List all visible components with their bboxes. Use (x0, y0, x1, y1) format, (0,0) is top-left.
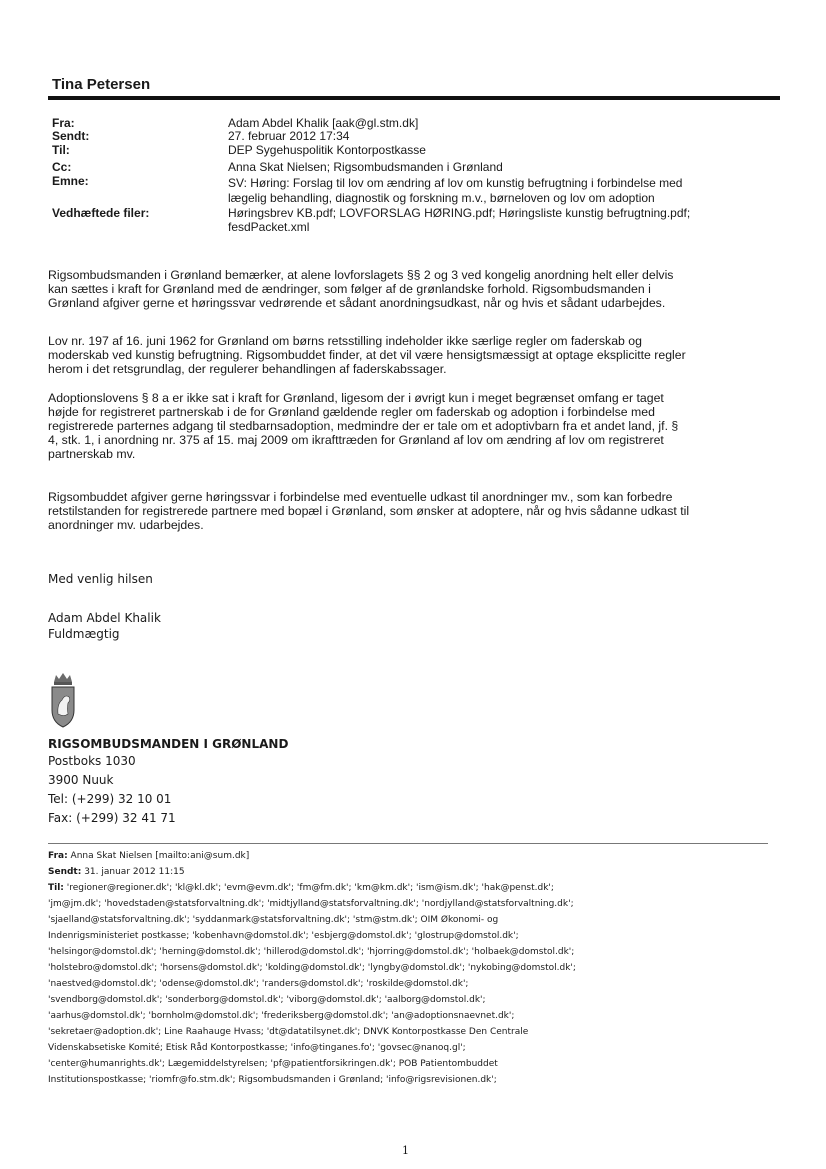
signer-name: Adam Abdel Khalik (48, 611, 161, 625)
forward-to-line: 'sjaelland@statsforvaltning.dk'; 'syddanmark@statsforvaltning.dk'; 'stm@stm.dk'; OIM Økonomi- og (48, 915, 499, 925)
cc-label: Cc: (52, 160, 72, 174)
forward-to-line: Institutionspostkasse; 'riomfr@fo.stm.dk'; Rigsombudsmanden i Grønland; 'info@rigsrevisionen.dk'; (48, 1075, 497, 1085)
forward-to-line: 'svendborg@domstol.dk'; 'sonderborg@domstol.dk'; 'viborg@domstol.dk'; 'aalborg@domstol.dk'; (48, 995, 486, 1005)
subject-label: Emne: (52, 174, 89, 188)
attachment-line: fesdPacket.xml (228, 220, 310, 234)
forward-to-line: Videnskabsetiske Komité; Etisk Råd Kontorpostkasse; 'info@tinganes.fo'; 'govsec@nanoq.gl'; (48, 1043, 466, 1053)
forward-sent: Sendt: 31. januar 2012 11:15 (48, 867, 185, 877)
sent-label: Sendt: (52, 129, 90, 143)
organization-name: RIGSOMBUDSMANDEN I GRØNLAND (48, 737, 289, 751)
phone-line: Tel: (+299) 32 10 01 (48, 792, 172, 806)
sent-value: 27. februar 2012 17:34 (228, 129, 350, 143)
forward-to-line: Indenrigsministeriet postkasse; 'kobenhavn@domstol.dk'; 'esbjerg@domstol.dk'; 'glostrup@domstol.dk'; (48, 931, 519, 941)
from-value: Adam Abdel Khalik [aak@gl.stm.dk] (228, 116, 419, 130)
forward-to-line: 'jm@jm.dk'; 'hovedstaden@statsforvaltning.dk'; 'midtjylland@statsforvaltning.dk'; 'nordjylland@statsforvaltning.dk'; (48, 899, 574, 909)
body-paragraph: Rigsombudsmanden i Grønland bemærker, at alene lovforslagets §§ 2 og 3 ved kongelig anordning helt eller delvis kan sættes i kraft for Grønland med de ændringer, som følger af de grønlandske forhold. Rigsombudsmanden i Grønland afgiver gerne et høringssvar vedrørende et sådant anordningsudkast, når og hvis et sådant udarbejdes. (48, 268, 674, 310)
to-value: DEP Sygehuspolitik Kontorpostkasse (228, 143, 426, 157)
attachments-label: Vedhæftede filer: (52, 206, 150, 220)
forward-to-line: 'helsingor@domstol.dk'; 'herning@domstol.dk'; 'hillerod@domstol.dk'; 'hjorring@domstol.dk'; 'holbaek@domstol.dk'; (48, 947, 575, 957)
page-number: 1 (402, 1144, 409, 1157)
forward-from: Fra: Anna Skat Nielsen [mailto:ani@sum.dk] (48, 851, 250, 861)
address-line: Postboks 1030 (48, 754, 136, 768)
address-line: 3900 Nuuk (48, 773, 114, 787)
subject-value-line: SV: Høring: Forslag til lov om ændring af lov om kunstig befrugtning i forbindelse med (228, 176, 683, 190)
forward-to-line: 'aarhus@domstol.dk'; 'bornholm@domstol.dk'; 'frederiksberg@domstol.dk'; 'an@adoptionsnaevnet.dk'; (48, 1011, 515, 1021)
forward-to-line: 'holstebro@domstol.dk'; 'horsens@domstol.dk'; 'kolding@domstol.dk'; 'lyngby@domstol.dk'; 'nykobing@domstol.dk'; (48, 963, 576, 973)
greeting: Med venlig hilsen (48, 572, 153, 586)
sender-name: Tina Petersen (52, 76, 151, 93)
forward-to-line: 'sekretaer@adoption.dk'; Line Raahauge Hvass; 'dt@datatilsynet.dk'; DNVK Kontorpostkasse Den Centrale (48, 1027, 529, 1037)
body-paragraph: Lov nr. 197 af 16. juni 1962 for Grønland om børns retsstilling indeholder ikke særlige regler om faderskab og moderskab ved kunstig befrugtning. Rigsombuddet finder, at det vil være hensigtsmæssigt at optage eksplicitte regler herom i det retsgrundlag, der regulerer behandlingen af faderskabssager. (48, 334, 686, 376)
forward-separator (48, 843, 768, 844)
attachment-line: Høringsbrev KB.pdf; LOVFORSLAG HØRING.pdf; Høringsliste kunstig befrugtning.pdf; (228, 206, 691, 220)
forward-to: Til: 'regioner@regioner.dk'; 'kl@kl.dk'; 'evm@evm.dk'; 'fm@fm.dk'; 'km@km.dk'; 'ism@ism.dk'; 'hak@penst.dk'; (48, 883, 554, 893)
cc-value: Anna Skat Nielsen; Rigsombudsmanden i Grønland (228, 160, 503, 174)
greenland-crest-icon (49, 670, 77, 728)
to-label: Til: (52, 143, 70, 157)
body-paragraph: Rigsombuddet afgiver gerne høringssvar i forbindelse med eventuelle udkast til anordninger mv., som kan forbedre retstilstanden for registrerede partnere med bopæl i Grønland, som ønsker at adoptere, når og hvis sådanne udkast til anordninger mv. udarbejdes. (48, 490, 690, 532)
from-label: Fra: (52, 116, 75, 130)
body-paragraph: Adoptionslovens § 8 a er ikke sat i kraft for Grønland, ligesom der i øvrigt kun i meget begrænset omfang er taget højde for registreret partnerskab i de for Grønland gældende regler om faderskab og adoption i forbindelse med registrerede parternes adgang til stedbarnsadoption, medmindre der er tale om et adoptivbarn fra et andet land, jf. § 4, stk. 1, i anordning nr. 375 af 15. maj 2009 om ikrafttræden for Grønland af lov om ændring af lov om registreret partnerskab mv. (48, 391, 679, 461)
forward-to-line: 'naestved@domstol.dk'; 'odense@domstol.dk'; 'randers@domstol.dk'; 'roskilde@domstol.dk'; (48, 979, 469, 989)
header-rule (48, 96, 780, 100)
subject-value-line: lægelig behandling, diagnostik og forskning m.v., børneloven og lov om adoption (228, 191, 655, 205)
fax-line: Fax: (+299) 32 41 71 (48, 811, 176, 825)
signer-title: Fuldmægtig (48, 627, 120, 641)
forward-to-line: 'center@humanrights.dk'; Lægemiddelstyrelsen; 'pf@patientforsikringen.dk'; POB Patientombuddet (48, 1059, 498, 1069)
